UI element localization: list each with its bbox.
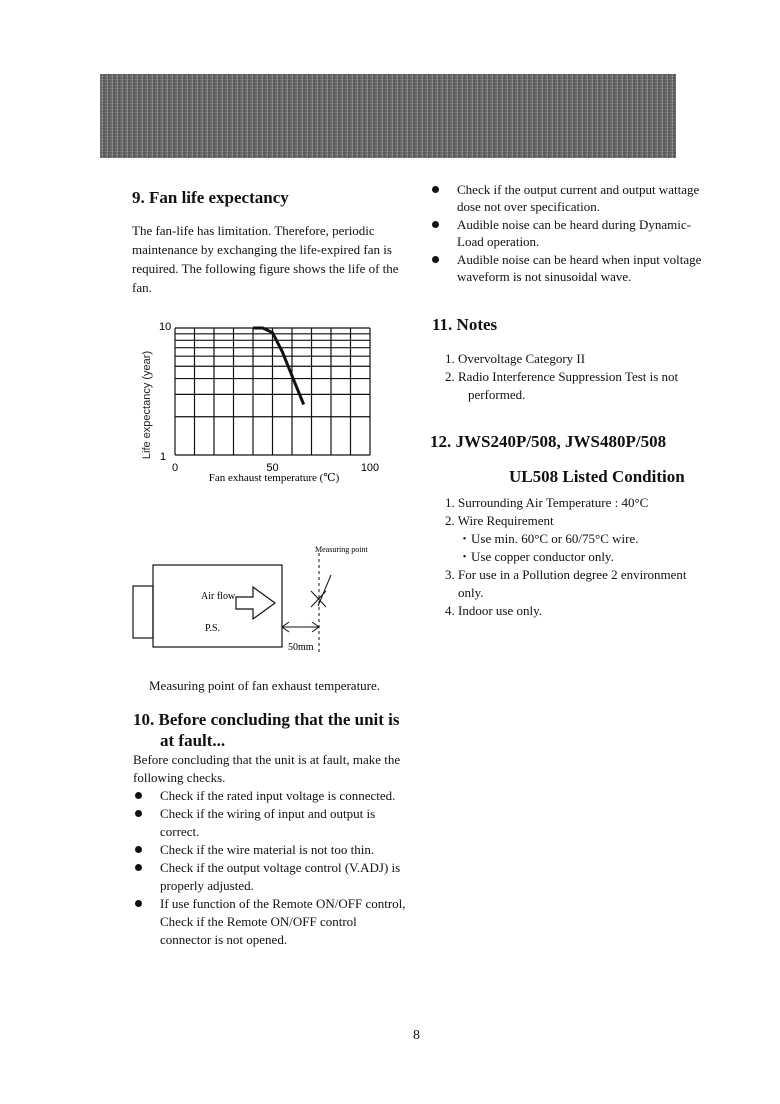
chart-y-tick: 10: [159, 321, 172, 333]
check-item: Check if the wire material is not too thin.: [133, 841, 409, 859]
section-10-title-cont: at fault...: [160, 731, 226, 750]
measuring-point-diagram: [125, 535, 415, 665]
header-banner: [100, 74, 676, 158]
diagram-connector-box: [133, 586, 153, 638]
condition-item: 1. Surrounding Air Temperature : 40°C: [445, 495, 649, 510]
check-item: Check if the rated input voltage is connected.: [133, 787, 409, 805]
distance-label: 50mm: [288, 642, 314, 653]
section-9-title: 9. Fan life expectancy: [132, 188, 289, 207]
section-10-title: 10. Before concluding that the unit is: [133, 710, 400, 729]
measuring-point-label: Measuring point: [315, 545, 368, 554]
check-item: Check if the wiring of input and output is correct.: [133, 805, 409, 841]
ul508-conditions-list: [445, 494, 707, 620]
section-10-checklist: [133, 787, 409, 949]
chart-grid: [175, 328, 370, 455]
condition-item: 3. For use in a Pollution degree 2 environment only.: [445, 567, 687, 600]
power-supply-box: [153, 565, 282, 647]
airflow-arrow-icon: [236, 587, 275, 619]
section-12-title: 12. JWS240P/508, JWS480P/508: [430, 432, 667, 451]
condition-item: ・Use min. 60°C or 60/75°C wire.: [458, 531, 639, 546]
chart-x-tick: 100: [360, 462, 380, 474]
chart-x-tick: 0: [171, 462, 179, 474]
airflow-label: Air flow: [201, 591, 236, 602]
right-checklist: [430, 181, 710, 285]
section-9-paragraph: The fan-life has limitation. Therefore, periodic maintenance by exchanging the life-expired fan is required. The following figure shows the life of the fan.: [132, 223, 399, 295]
note-item: 2. Radio Interference Suppression Test is not performed.: [445, 369, 679, 402]
chart-x-tick: 50: [266, 462, 279, 474]
check-item: Audible noise can be heard when input voltage waveform is not sinusoidal wave.: [430, 251, 710, 285]
section-11-title: 11. Notes: [432, 315, 498, 334]
chart-x-axis-label: Fan exhaust temperature (℃): [208, 472, 340, 484]
check-item: Audible noise can be heard during Dynamic-Load operation.: [430, 216, 710, 250]
section-12-subtitle: UL508 Listed Condition: [509, 467, 685, 486]
check-item: Check if the output voltage control (V.ADJ) is properly adjusted.: [133, 859, 409, 895]
condition-item: 2. Wire Requirement: [445, 513, 554, 528]
chart-y-axis-label: Life expectancy (year): [141, 350, 153, 460]
section-10-intro: Before concluding that the unit is at fault, make the following checks.: [133, 752, 401, 785]
notes-list: [445, 350, 707, 404]
note-item: 1. Overvoltage Category II: [445, 351, 586, 366]
measuring-pointer: [318, 575, 331, 606]
condition-item: 4. Indoor use only.: [445, 603, 543, 618]
diagram-caption: Measuring point of fan exhaust temperature.: [149, 678, 381, 693]
condition-item: ・Use copper conductor only.: [458, 549, 614, 564]
ps-label: P.S.: [205, 623, 221, 634]
check-item: If use function of the Remote ON/OFF control, Check if the Remote ON/OFF control connector is not opened.: [133, 895, 409, 949]
page-number: 8: [413, 1028, 420, 1043]
fan-life-chart: [130, 315, 390, 490]
check-item: Check if the output current and output wattage dose not over specification.: [430, 181, 710, 215]
chart-y-tick: 1: [160, 451, 167, 463]
